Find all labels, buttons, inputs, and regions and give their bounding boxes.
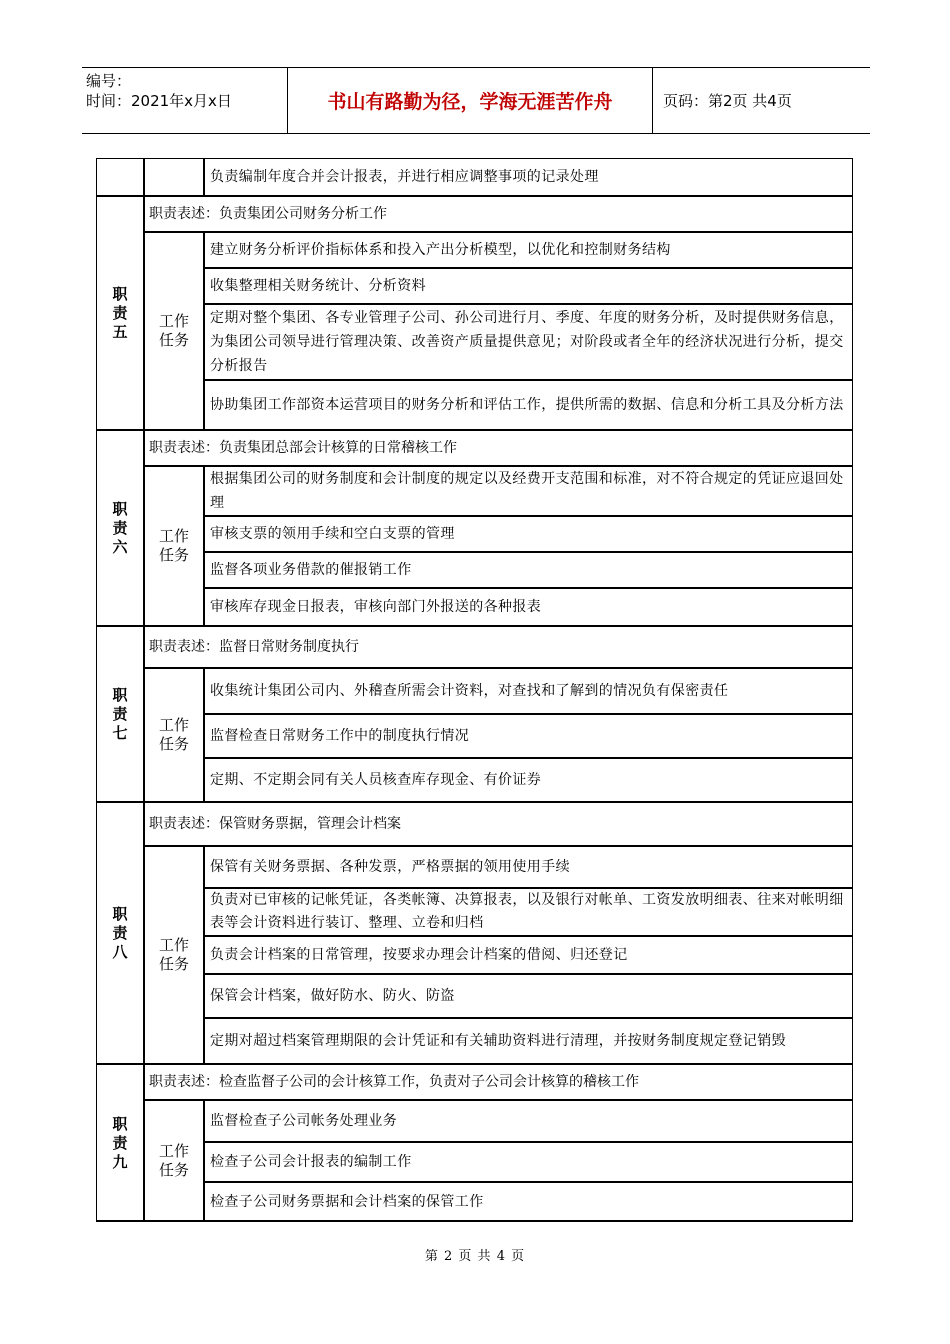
task-cell: 定期对超过档案管理期限的会计凭证和有关辅助资料进行清理，并按财务制度规定登记销毁 [204, 1018, 853, 1064]
date-label: 时间：2021年x月x日 [86, 92, 232, 110]
task-cell: 协助集团工作部资本运营项目的财务分析和评估工作，提供所需的数据、信息和分析工具及分析方法 [204, 380, 853, 430]
responsibility-title: 职责九 [96, 1064, 144, 1222]
task-label: 工作任务 [144, 668, 204, 802]
task-cell: 定期、不定期会同有关人员核查库存现金、有价证券 [204, 758, 853, 802]
task-cell: 审核库存现金日报表，审核向部门外报送的各种报表 [204, 588, 853, 626]
task-label: 工作任务 [144, 232, 204, 430]
responsibility-title: 职责五 [96, 196, 144, 430]
task-label: 工作任务 [144, 466, 204, 626]
number-label: 编号： [86, 72, 132, 90]
responsibility-title: 职责八 [96, 802, 144, 1064]
document-header [82, 67, 870, 134]
task-cell: 检查子公司会计报表的编制工作 [204, 1142, 853, 1182]
continuation-label-cell [144, 158, 204, 196]
continuation-title-cell [96, 158, 144, 196]
task-cell: 定期对整个集团、各专业管理子公司、孙公司进行月、季度、年度的财务分析，及时提供财务信息，为集团公司领导进行管理决策、改善资产质量提供意见；对阶段或者全年的经济状况进行分析，提交分析报告 [204, 304, 853, 380]
task-cell: 监督检查子公司帐务处理业务 [204, 1100, 853, 1142]
task-cell: 建立财务分析评价指标体系和投入产出分析模型，以优化和控制财务结构 [204, 232, 853, 268]
task-cell: 收集统计集团公司内、外稽查所需会计资料，对查找和了解到的情况负有保密责任 [204, 668, 853, 714]
responsibility-description: 职责表述：保管财务票据，管理会计档案 [144, 802, 853, 846]
task-cell: 收集整理相关财务统计、分析资料 [204, 268, 853, 304]
responsibility-title: 职责七 [96, 626, 144, 802]
task-cell: 检查子公司财务票据和会计档案的保管工作 [204, 1182, 853, 1222]
responsibility-description: 职责表述：检查监督子公司的会计核算工作，负责对子公司会计核算的稽核工作 [144, 1064, 853, 1100]
task-cell: 监督各项业务借款的催报销工作 [204, 552, 853, 588]
task-cell: 负责对已审核的记帐凭证，各类帐簿、决算报表，以及银行对帐单、工资发放明细表、往来对帐明细表等会计资料进行装订、整理、立卷和归档 [204, 888, 853, 936]
header-page-info: 页码：第2页 共4页 [663, 92, 792, 110]
header-motto: 书山有路勤为径，学海无涯苦作舟 [287, 68, 653, 133]
responsibility-description: 职责表述：监督日常财务制度执行 [144, 626, 853, 668]
task-cell: 负责会计档案的日常管理，按要求办理会计档案的借阅、归还登记 [204, 936, 853, 974]
responsibility-title: 职责六 [96, 430, 144, 626]
task-cell: 保管会计档案，做好防水、防火、防盗 [204, 974, 853, 1018]
responsibility-table [96, 158, 853, 1222]
task-cell: 负责编制年度合并会计报表，并进行相应调整事项的记录处理 [204, 158, 853, 196]
task-label: 工作任务 [144, 1100, 204, 1222]
task-cell: 保管有关财务票据、各种发票，严格票据的领用使用手续 [204, 846, 853, 888]
task-cell: 监督检查日常财务工作中的制度执行情况 [204, 714, 853, 758]
task-cell: 审核支票的领用手续和空白支票的管理 [204, 516, 853, 552]
task-cell: 根据集团公司的财务制度和会计制度的规定以及经费开支范围和标准，对不符合规定的凭证应退回处理 [204, 466, 853, 516]
responsibility-description: 职责表述：负责集团总部会计核算的日常稽核工作 [144, 430, 853, 466]
page-footer: 第 2 页 共 4 页 [424, 1249, 526, 1264]
responsibility-description: 职责表述：负责集团公司财务分析工作 [144, 196, 853, 232]
header-meta [82, 68, 287, 133]
task-label: 工作任务 [144, 846, 204, 1064]
